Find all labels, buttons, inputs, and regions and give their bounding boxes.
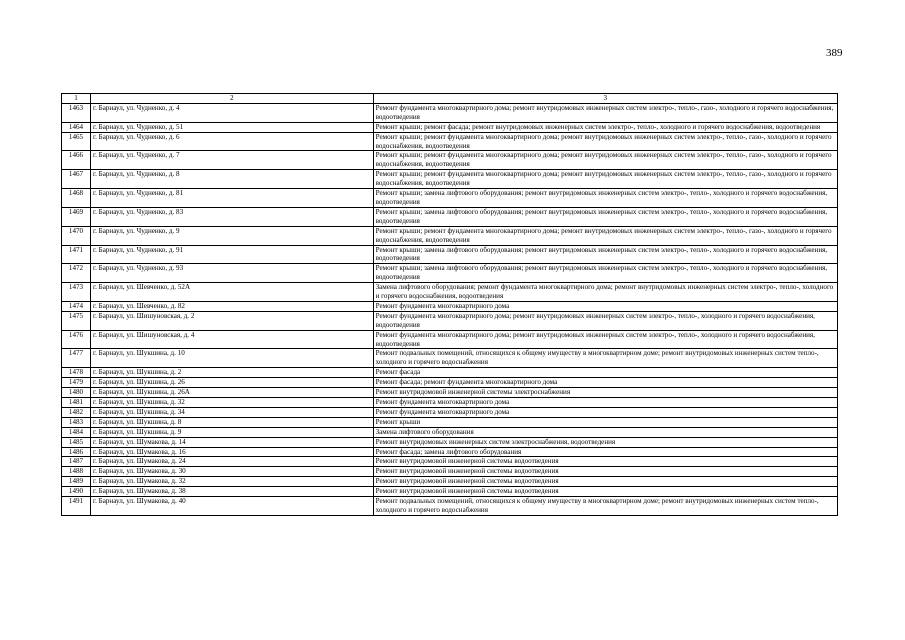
- address-cell: г. Барнаул, ул. Чудненко, д. 9: [90, 226, 373, 245]
- address-cell: г. Барнаул, ул. Чудненко, д. 51: [90, 122, 373, 132]
- address-cell: г. Барнаул, ул. Шумакова, д. 14: [90, 437, 373, 447]
- address-cell: г. Барнаул, ул. Шукшина, д. 8: [90, 417, 373, 427]
- works-cell: Ремонт подвальных помещений, относящихся к общему имуществу в многоквартирном доме; ремонт внутридомовых инженерных систем тепло-, холодного и горячего водоснабжения: [373, 497, 837, 516]
- column-header-number: 1: [62, 94, 91, 104]
- table-row: [62, 122, 838, 132]
- row-number-cell: 1489: [62, 477, 91, 487]
- address-cell: г. Барнаул, ул. Шукшина, д. 10: [90, 349, 373, 368]
- works-cell: Замена лифтового оборудования; ремонт фундамента многоквартирного дома; ремонт внутридомовых инженерных систем электро-, тепло-, холодного и горячего водоснабжения, водоотведения: [373, 283, 837, 302]
- row-number-cell: 1486: [62, 447, 91, 457]
- row-number-cell: 1472: [62, 264, 91, 283]
- row-number-cell: 1474: [62, 301, 91, 311]
- table-row: [62, 283, 838, 302]
- table-row: [62, 245, 838, 264]
- row-number-cell: 1463: [62, 103, 91, 122]
- row-number-cell: 1488: [62, 467, 91, 477]
- table-row: [62, 487, 838, 497]
- address-cell: г. Барнаул, ул. Шукшина, д. 34: [90, 407, 373, 417]
- address-cell: г. Барнаул, ул. Чудненко, д. 93: [90, 264, 373, 283]
- table-row: [62, 349, 838, 368]
- table-header-row: [62, 94, 838, 104]
- row-number-cell: 1470: [62, 226, 91, 245]
- table-row: [62, 264, 838, 283]
- address-cell: г. Барнаул, ул. Шукшина, д. 2: [90, 368, 373, 378]
- works-cell: Ремонт крыши: [373, 417, 837, 427]
- works-cell: Ремонт внутридомовой инженерной системы электроснабжения: [373, 388, 837, 398]
- address-cell: г. Барнаул, ул. Чудненко, д. 6: [90, 132, 373, 151]
- works-cell: Ремонт фасада; ремонт фундамента многоквартирного дома: [373, 378, 837, 388]
- table-row: [62, 378, 838, 388]
- row-number-cell: 1473: [62, 283, 91, 302]
- works-cell: Ремонт фундамента многоквартирного дома; ремонт внутридомовых инженерных систем электро-, тепло-, холодного и горячего водоснабжения, водоотведения: [373, 311, 837, 330]
- works-cell: Ремонт крыши; замена лифтового оборудования; ремонт внутридомовых инженерных систем электро-, тепло-, холодного и горячего водоснабжения, водоотведения: [373, 189, 837, 208]
- table-row: [62, 170, 838, 189]
- table-row: [62, 226, 838, 245]
- address-cell: г. Барнаул, ул. Шумакова, д. 24: [90, 457, 373, 467]
- table-row: [62, 477, 838, 487]
- table-row: [62, 457, 838, 467]
- works-cell: Ремонт внутридомовой инженерной системы водоотведения: [373, 457, 837, 467]
- works-cell: Ремонт крыши; ремонт фундамента многоквартирного дома; ремонт внутридомовых инженерных систем электро-, тепло-, газо-, холодного и горячего водоснабжения, водоотведения: [373, 170, 837, 189]
- row-number-cell: 1479: [62, 378, 91, 388]
- row-number-cell: 1469: [62, 207, 91, 226]
- table-row: [62, 330, 838, 349]
- address-cell: г. Барнаул, ул. Шукшина, д. 26: [90, 378, 373, 388]
- address-cell: г. Барнаул, ул. Шумакова, д. 16: [90, 447, 373, 457]
- table-row: [62, 207, 838, 226]
- address-cell: г. Барнаул, ул. Чудненко, д. 8: [90, 170, 373, 189]
- row-number-cell: 1491: [62, 497, 91, 516]
- address-cell: г. Барнаул, ул. Чудненко, д. 81: [90, 189, 373, 208]
- works-cell: Ремонт крыши; ремонт фасада; ремонт внутридомовых инженерных систем электро-, тепло-, холодного и горячего водоснабжения, водоотведения: [373, 122, 837, 132]
- works-cell: Ремонт фундамента многоквартирного дома: [373, 301, 837, 311]
- row-number-cell: 1484: [62, 427, 91, 437]
- works-cell: Ремонт фасада: [373, 368, 837, 378]
- table-row: [62, 417, 838, 427]
- row-number-cell: 1464: [62, 122, 91, 132]
- address-cell: г. Барнаул, ул. Шукшина, д. 32: [90, 398, 373, 408]
- table-row: [62, 467, 838, 477]
- table-row: [62, 189, 838, 208]
- table-row: [62, 301, 838, 311]
- address-cell: г. Барнаул, ул. Шукшина, д. 26А: [90, 388, 373, 398]
- works-cell: Ремонт крыши; замена лифтового оборудования; ремонт внутридомовых инженерных систем электро-, тепло-, холодного и горячего водоснабжения, водоотведения: [373, 245, 837, 264]
- works-cell: Ремонт внутридомовых инженерных систем электроснабжения, водоотведения: [373, 437, 837, 447]
- address-cell: г. Барнаул, ул. Шукшина, д. 9: [90, 427, 373, 437]
- registry-table: [61, 93, 838, 516]
- address-cell: г. Барнаул, ул. Шишуновская, д. 2: [90, 311, 373, 330]
- row-number-cell: 1476: [62, 330, 91, 349]
- works-cell: Ремонт крыши; замена лифтового оборудования; ремонт внутридомовых инженерных систем электро-, тепло-, холодного и горячего водоснабжения, водоотведения: [373, 264, 837, 283]
- table-row: [62, 437, 838, 447]
- address-cell: г. Барнаул, ул. Шумакова, д. 30: [90, 467, 373, 477]
- table-row: [62, 388, 838, 398]
- row-number-cell: 1465: [62, 132, 91, 151]
- table-row: [62, 311, 838, 330]
- works-cell: Ремонт крыши; ремонт фундамента многоквартирного дома; ремонт внутридомовых инженерных систем электро-, тепло-, газо-, холодного и горячего водоснабжения, водоотведения: [373, 151, 837, 170]
- row-number-cell: 1487: [62, 457, 91, 467]
- works-cell: Замена лифтового оборудования: [373, 427, 837, 437]
- row-number-cell: 1468: [62, 189, 91, 208]
- table-row: [62, 398, 838, 408]
- address-cell: г. Барнаул, ул. Шумакова, д. 38: [90, 487, 373, 497]
- address-cell: г. Барнаул, ул. Чудненко, д. 91: [90, 245, 373, 264]
- works-cell: Ремонт фундамента многоквартирного дома; ремонт внутридомовых инженерных систем электро-, тепло-, холодного и горячего водоснабжения, водоотведения: [373, 330, 837, 349]
- works-cell: Ремонт крыши; замена лифтового оборудования; ремонт внутридомовых инженерных систем электро-, тепло-, холодного и горячего водоснабжения, водоотведения: [373, 207, 837, 226]
- table-row: [62, 103, 838, 122]
- row-number-cell: 1467: [62, 170, 91, 189]
- row-number-cell: 1480: [62, 388, 91, 398]
- row-number-cell: 1475: [62, 311, 91, 330]
- address-cell: г. Барнаул, ул. Шевченко, д. 82: [90, 301, 373, 311]
- table-row: [62, 427, 838, 437]
- works-cell: Ремонт фундамента многоквартирного дома: [373, 407, 837, 417]
- works-cell: Ремонт подвальных помещений, относящихся к общему имуществу в многоквартирном доме; ремонт внутридомовых инженерных систем тепло-, холодного и горячего водоснабжения: [373, 349, 837, 368]
- works-cell: Ремонт крыши; ремонт фундамента многоквартирного дома; ремонт внутридомовых инженерных систем электро-, тепло-, газо-, холодного и горячего водоснабжения, водоотведения: [373, 132, 837, 151]
- works-cell: Ремонт внутридомовой инженерной системы водоотведения: [373, 477, 837, 487]
- table-row: [62, 407, 838, 417]
- column-header-address: 2: [90, 94, 373, 104]
- table-row: [62, 151, 838, 170]
- address-cell: г. Барнаул, ул. Чудненко, д. 83: [90, 207, 373, 226]
- column-header-works: 3: [373, 94, 837, 104]
- address-cell: г. Барнаул, ул. Шишуновская, д. 4: [90, 330, 373, 349]
- table-row: [62, 132, 838, 151]
- row-number-cell: 1485: [62, 437, 91, 447]
- row-number-cell: 1490: [62, 487, 91, 497]
- works-cell: Ремонт фундамента многоквартирного дома; ремонт внутридомовых инженерных систем электро-, тепло-, газо-, холодного и горячего водоснабжения, водоотведения: [373, 103, 837, 122]
- address-cell: г. Барнаул, ул. Шевченко, д. 52А: [90, 283, 373, 302]
- address-cell: г. Барнаул, ул. Шумакова, д. 32: [90, 477, 373, 487]
- address-cell: г. Барнаул, ул. Шумакова, д. 40: [90, 497, 373, 516]
- works-cell: Ремонт внутридомовой инженерной системы водоотведения: [373, 487, 837, 497]
- row-number-cell: 1483: [62, 417, 91, 427]
- table-row: [62, 497, 838, 516]
- table-row: [62, 368, 838, 378]
- works-cell: Ремонт фасада; замена лифтового оборудования: [373, 447, 837, 457]
- table-row: [62, 447, 838, 457]
- works-cell: Ремонт крыши; ремонт фундамента многоквартирного дома; ремонт внутридомовых инженерных систем электро-, тепло-, газо-, холодного и горячего водоснабжения, водоотведения: [373, 226, 837, 245]
- row-number-cell: 1477: [62, 349, 91, 368]
- works-cell: Ремонт внутридомовой инженерной системы водоотведения: [373, 467, 837, 477]
- row-number-cell: 1466: [62, 151, 91, 170]
- address-cell: г. Барнаул, ул. Чудненко, д. 7: [90, 151, 373, 170]
- row-number-cell: 1471: [62, 245, 91, 264]
- works-cell: Ремонт фундамента многоквартирного дома: [373, 398, 837, 408]
- page-number: 389: [826, 47, 843, 59]
- row-number-cell: 1482: [62, 407, 91, 417]
- address-cell: г. Барнаул, ул. Чудненко, д. 4: [90, 103, 373, 122]
- row-number-cell: 1481: [62, 398, 91, 408]
- row-number-cell: 1478: [62, 368, 91, 378]
